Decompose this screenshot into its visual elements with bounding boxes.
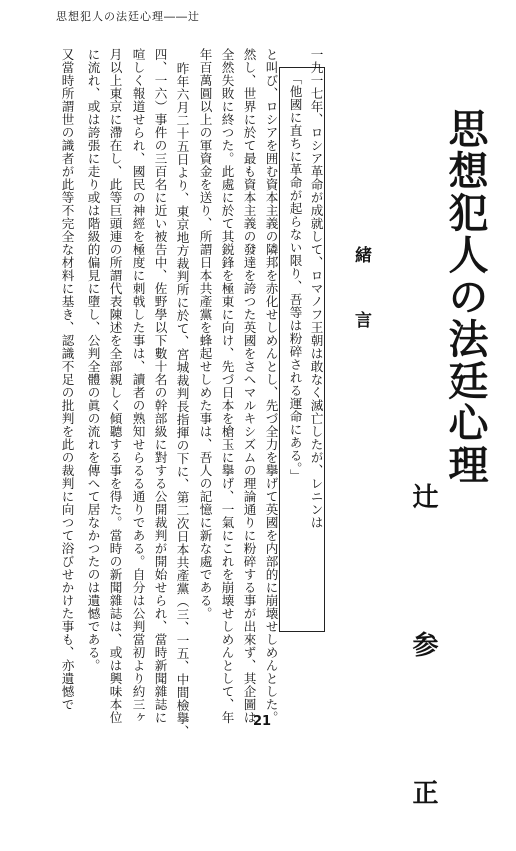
body-line: 昨年六月二十五日より、東京地方裁判所に於て、宮城裁判長指揮の下に、第二次日本共產黨（三、一五、中間檢擧、 — [174, 62, 190, 738]
body-line: 年百萬圓以上の軍資金を送り、所謂日本共產黨を蜂起せしめた事は、吾人の記憶に新な處である。 — [197, 48, 213, 620]
body-line: と叫び、ロシアを囲む資本主義の隣邦を赤化せしめんとし、先づ全力を擧げて英國を内部的に崩壊せしめんとした。 — [263, 48, 279, 724]
body-line: 四、一六）事件の三百名に近い被告中、佐野學以下數十名の幹部級に對する公開裁判が開始せられ、當時新聞雜誌に — [152, 48, 168, 724]
author-name: 辻 参 正 — [408, 483, 438, 851]
body-line: 「他國に直ちに革命が起らない限り、吾等は粉碎される運命にある。」 — [287, 72, 303, 482]
body-line: 喧しく報道せられ、國民の神經を極度に刺戟した事は、讀者の熟知せらるる通りである。自分は公判當初より約三ヶ — [130, 48, 146, 724]
article-title: 思想犯人の法廷心理 — [442, 108, 488, 486]
body-line: に流れ、或は誇張に走り或は階級的偏見に墮し、公判全體の眞の流れを傳へて居なかつたのは遺憾である。 — [85, 48, 101, 672]
body-line: 全然失敗に終つた。此處に於て其鋭鋒を極東に向け、先づ日本を槍玉に擧げ、一氣にこれを崩壊せしめんとして、年 — [219, 48, 235, 724]
body-line: 然し、世界に於て最も資本主義の發達を誇つた英國をさへマルキシズムの理論通りに粉碎する事が出來ず、其企圖は — [241, 48, 257, 724]
body-line: 月以上東京に滯在し、此等巨頭連の所謂代表陳述を全部親しく傾聽する事を得た。當時の新聞雜誌は、或は興味本位 — [107, 48, 123, 724]
body-line: 一九一七年、ロシア革命が成就して、ロマノフ王朝は敢なく滅亡したが、レニンは — [308, 48, 324, 529]
page-number: 21 — [253, 714, 272, 729]
body-line: 又當時所謂世の識者が此等不完全な材料に基き、認識不足の批判を此の裁判に向つて浴びせかけた事も、亦遺憾で — [59, 48, 75, 711]
running-head: 思想犯人の法廷心理――辻 — [56, 10, 200, 23]
section-heading: 緒 言 — [351, 246, 371, 342]
